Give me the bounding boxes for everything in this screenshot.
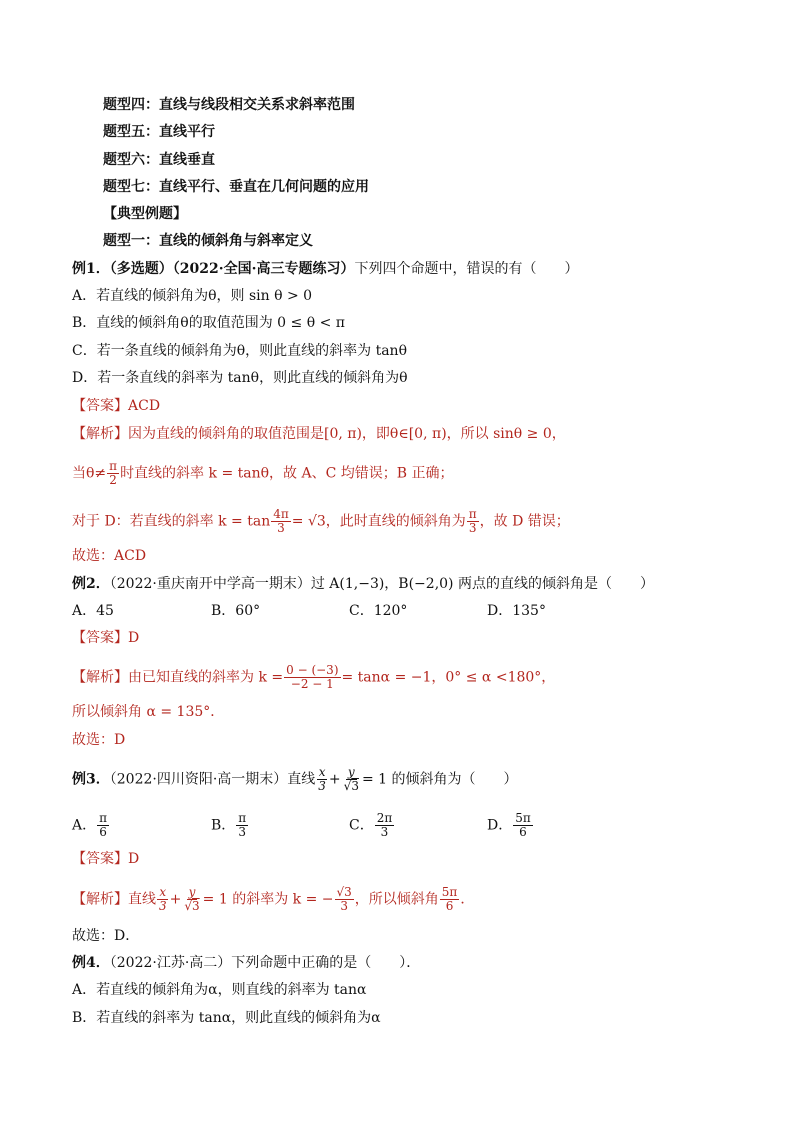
example4-option-a: A．若直线的倾斜角为α，则直线的斜率为 tanα (72, 982, 367, 998)
fraction: $\frac{√3}{3}$ (336, 885, 352, 913)
analysis-tag: 【解析】 (72, 891, 128, 908)
example1-option-c: C．若一条直线的倾斜角为θ，则此直线的斜率为 tanθ (72, 343, 408, 359)
example2-option-d: D．135° (487, 603, 546, 619)
answer-tag: 【答案】 (72, 398, 128, 414)
analysis-text: ，故 D 错误； (479, 513, 570, 530)
example1-source: （多选题）（2022·全国·高三专题练习） (109, 261, 355, 277)
fraction: $\frac{\pi}{6}$ (99, 811, 108, 839)
example1-analysis-line1 (72, 424, 566, 444)
example2-stem (72, 574, 654, 594)
example1-label: 例1． (72, 261, 110, 277)
outline-type7: 题型七：直线平行、垂直在几何问题的应用 (103, 179, 369, 195)
fraction-denominator: −2 − 1 (290, 677, 334, 691)
outline-type1: 题型一：直线的倾斜角与斜率定义 (103, 233, 313, 249)
analysis-text: 对于 D：若直线的斜率 k = tan (72, 513, 271, 530)
example2-question: （2022·重庆南开中学高一期末）过 A(1,−3)，B(−2,0) 两点的直线的倾斜角是（ ） (109, 576, 654, 592)
example4-question: （2022·江苏·高二）下列命题中正确的是（ ）． (109, 955, 421, 971)
example1-option-b: B．直线的倾斜角θ的取值范围为 0 ≤ θ < π (72, 315, 345, 331)
fraction (271, 508, 291, 535)
example4-stem (72, 953, 420, 973)
fraction (107, 460, 119, 487)
example1-analysis-line2 (72, 460, 454, 487)
fraction-denominator: 3 (468, 521, 477, 535)
example2-answer (72, 628, 139, 648)
example4-option-b: B．若直线的斜率为 tanα，则此直线的倾斜角为α (72, 1010, 381, 1026)
answer-tag: 【答案】 (72, 630, 128, 646)
analysis-text: = tanα = −1，0° ≤ α <180°， (341, 669, 556, 686)
outline-type4: 题型四：直线与线段相交关系求斜率范围 (103, 97, 355, 113)
fraction (284, 664, 340, 691)
fraction: $\frac{\pi}{3}$ (238, 811, 247, 839)
fraction: $\frac{x}{3}$ (159, 885, 167, 913)
example2-label: 例2． (72, 576, 110, 592)
example1-answer (72, 396, 160, 416)
analysis-text: 当θ≠ (72, 465, 107, 482)
example3-label: 例3． (72, 771, 110, 788)
example3-stem: 例3．（2022·四川资阳·高一期末）直线 $\frac{x}{3}$ + $\frac{y}{√3}$ = 1 的倾斜角为（ ） (72, 765, 518, 793)
answer-value: D (128, 630, 140, 646)
example2-choose: 故选：D (72, 732, 126, 748)
fraction-denominator: 2 (109, 473, 117, 487)
example3-choose: 故选：D． (72, 928, 140, 944)
fraction-numerator: π (468, 507, 477, 521)
outline-type6: 题型六：直线垂直 (103, 152, 215, 168)
example1-option-d: D．若一条直线的斜率为 tanθ，则此直线的倾斜角为θ (72, 370, 408, 386)
example3-question: （2022·四川资阳·高一期末）直线 (109, 771, 316, 788)
fraction-denominator: 3 (277, 521, 285, 535)
example2-analysis-line2: 所以倾斜角 α = 135°． (72, 704, 225, 720)
analysis-text: = √3，此时直线的倾斜角为 (291, 513, 466, 530)
fraction: $\frac{y}{√3}$ (184, 885, 200, 913)
example2-analysis-line1 (72, 664, 555, 691)
example1-option-a: A．若直线的倾斜角为θ，则 sin θ > 0 (72, 288, 313, 304)
example4-label: 例4． (72, 955, 110, 971)
example1-question: 下列四个命题中，错误的有（ ） (354, 261, 579, 277)
fraction-numerator: 4π (273, 507, 289, 521)
fraction: $\frac{2\pi}{3}$ (376, 811, 393, 839)
example1-analysis-line3 (72, 508, 570, 535)
analysis-text: 时直线的斜率 k = tanθ，故 A、C 均错误；B 正确； (120, 465, 454, 482)
example1-choose: 故选：ACD (72, 548, 147, 564)
analysis-text: = 1 的斜率为 k = − (202, 891, 334, 908)
answer-value: ACD (128, 398, 161, 414)
analysis-text: ，所以倾斜角 (354, 891, 439, 908)
analysis-text: 因为直线的倾斜角的取值范围是[0, π)，即θ∈[0, π)，所以 sinθ ≥ 0， (128, 426, 566, 442)
example3-option-d: D． $\frac{5\pi}{6}$ (487, 811, 531, 839)
outline-type5: 题型五：直线平行 (103, 124, 215, 140)
example2-option-c: C．120° (349, 603, 408, 619)
analysis-text: 直线 (128, 891, 156, 908)
analysis-tag: 【解析】 (72, 426, 128, 442)
fraction: $\frac{x}{3}$ (318, 765, 326, 793)
example3-question-end: = 1 的倾斜角为（ ） (361, 771, 518, 788)
example3-option-b: B． $\frac{\pi}{3}$ (211, 811, 247, 839)
analysis-text: ． (460, 891, 475, 908)
answer-value: D (128, 851, 140, 867)
fraction: $\frac{5\pi}{6}$ (441, 885, 458, 913)
example3-analysis: 【解析】直线 $\frac{x}{3}$ + $\frac{y}{√3}$ = 1 的斜率为 k = − $\frac{√3}{3}$ ，所以倾斜角 $\frac{5\pi}{6}$ ． (72, 885, 475, 913)
analysis-text: 由已知直线的斜率为 k = (128, 669, 284, 686)
fraction: $\frac{5\pi}{6}$ (515, 811, 531, 839)
example2-option-b: B．60° (211, 603, 261, 619)
examples-heading: 【典型例题】 (103, 206, 187, 222)
fraction-numerator: π (109, 459, 118, 473)
example3-option-a: A． $\frac{\pi}{6}$ (72, 811, 108, 839)
example1-stem (72, 259, 578, 279)
fraction (467, 508, 479, 535)
example2-option-a: A．45 (72, 603, 114, 619)
example3-answer (72, 849, 139, 869)
answer-tag: 【答案】 (72, 851, 128, 867)
fraction-numerator: 0 − (−3) (286, 663, 339, 677)
analysis-tag: 【解析】 (72, 669, 128, 686)
fraction: $\frac{y}{√3}$ (343, 765, 359, 793)
example3-option-c: C． $\frac{2\pi}{3}$ (349, 811, 393, 839)
